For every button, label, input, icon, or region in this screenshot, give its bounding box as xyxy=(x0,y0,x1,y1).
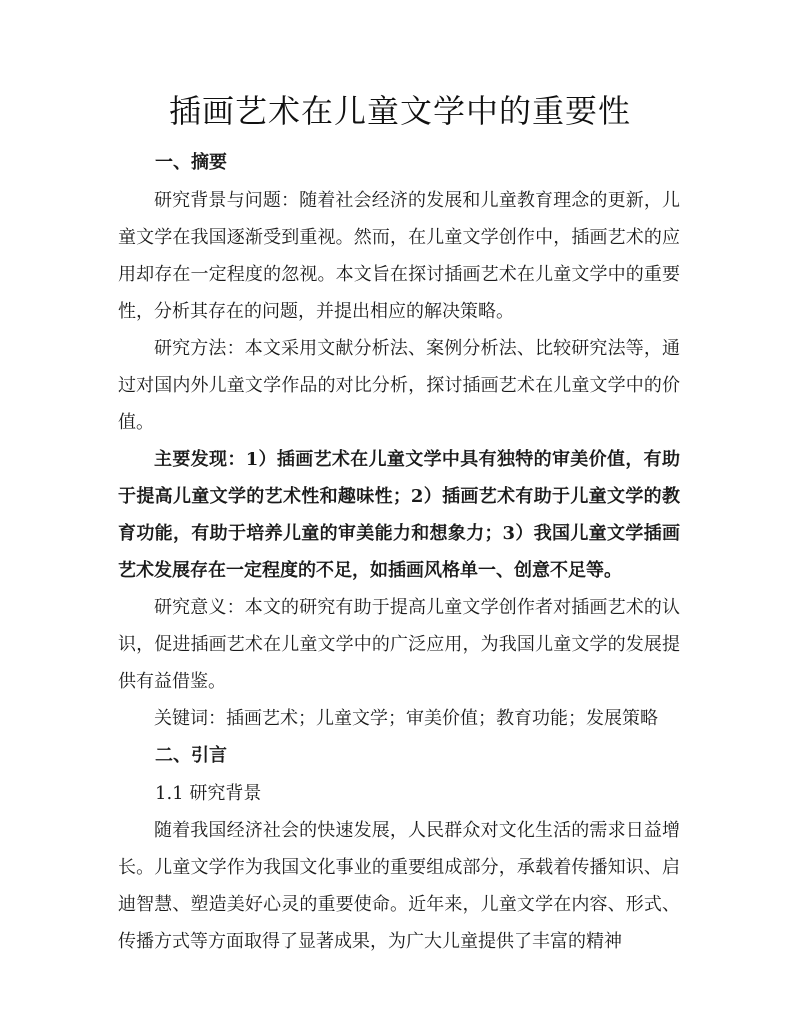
abstract-significance-paragraph: 研究意义：本文的研究有助于提高儿童文学创作者对插画艺术的认识，促进插画艺术在儿童文学中的广泛应用，为我国儿童文学的发展提供有益借鉴。 xyxy=(118,597,680,692)
keywords-line: 关键词：插画艺术；儿童文学；审美价值；教育功能；发展策略 xyxy=(154,708,658,729)
abstract-findings-paragraph: 主要发现：1）插画艺术在儿童文学中具有独特的审美价值，有助于提高儿童文学的艺术性和趣味性；2）插画艺术有助于儿童文学的教育功能，有助于培养儿童的审美能力和想象力；3）我国儿童文学插画艺术发展存在一定程度的不足，如插画风格单一、创意不足等。 xyxy=(118,449,680,581)
abstract-background-paragraph: 研究背景与问题：随着社会经济的发展和儿童教育理念的更新，儿童文学在我国逐渐受到重视。然而，在儿童文学创作中，插画艺术的应用却存在一定程度的忽视。本文旨在探讨插画艺术在儿童文学中的重要性，分析其存在的问题，并提出相应的解决策略。 xyxy=(118,190,680,322)
abstract-heading: 一、摘要 xyxy=(155,152,227,173)
document-body xyxy=(118,144,680,960)
intro-paragraph: 随着我国经济社会的快速发展，人民群众对文化生活的需求日益增长。儿童文学作为我国文化事业的重要组成部分，承载着传播知识、启迪智慧、塑造美好心灵的重要使命。近年来，儿童文学在内容、形式、传播方式等方面取得了显著成果，为广大儿童提供了丰富的精神 xyxy=(118,820,680,952)
abstract-methods-paragraph: 研究方法：本文采用文献分析法、案例分析法、比较研究法等，通过对国内外儿童文学作品的对比分析，探讨插画艺术在儿童文学中的价值。 xyxy=(118,338,680,433)
intro-heading: 二、引言 xyxy=(155,745,227,766)
intro-subheading: 1.1 研究背景 xyxy=(155,783,262,804)
document-title: 插画艺术在儿童文学中的重要性 xyxy=(168,92,631,130)
